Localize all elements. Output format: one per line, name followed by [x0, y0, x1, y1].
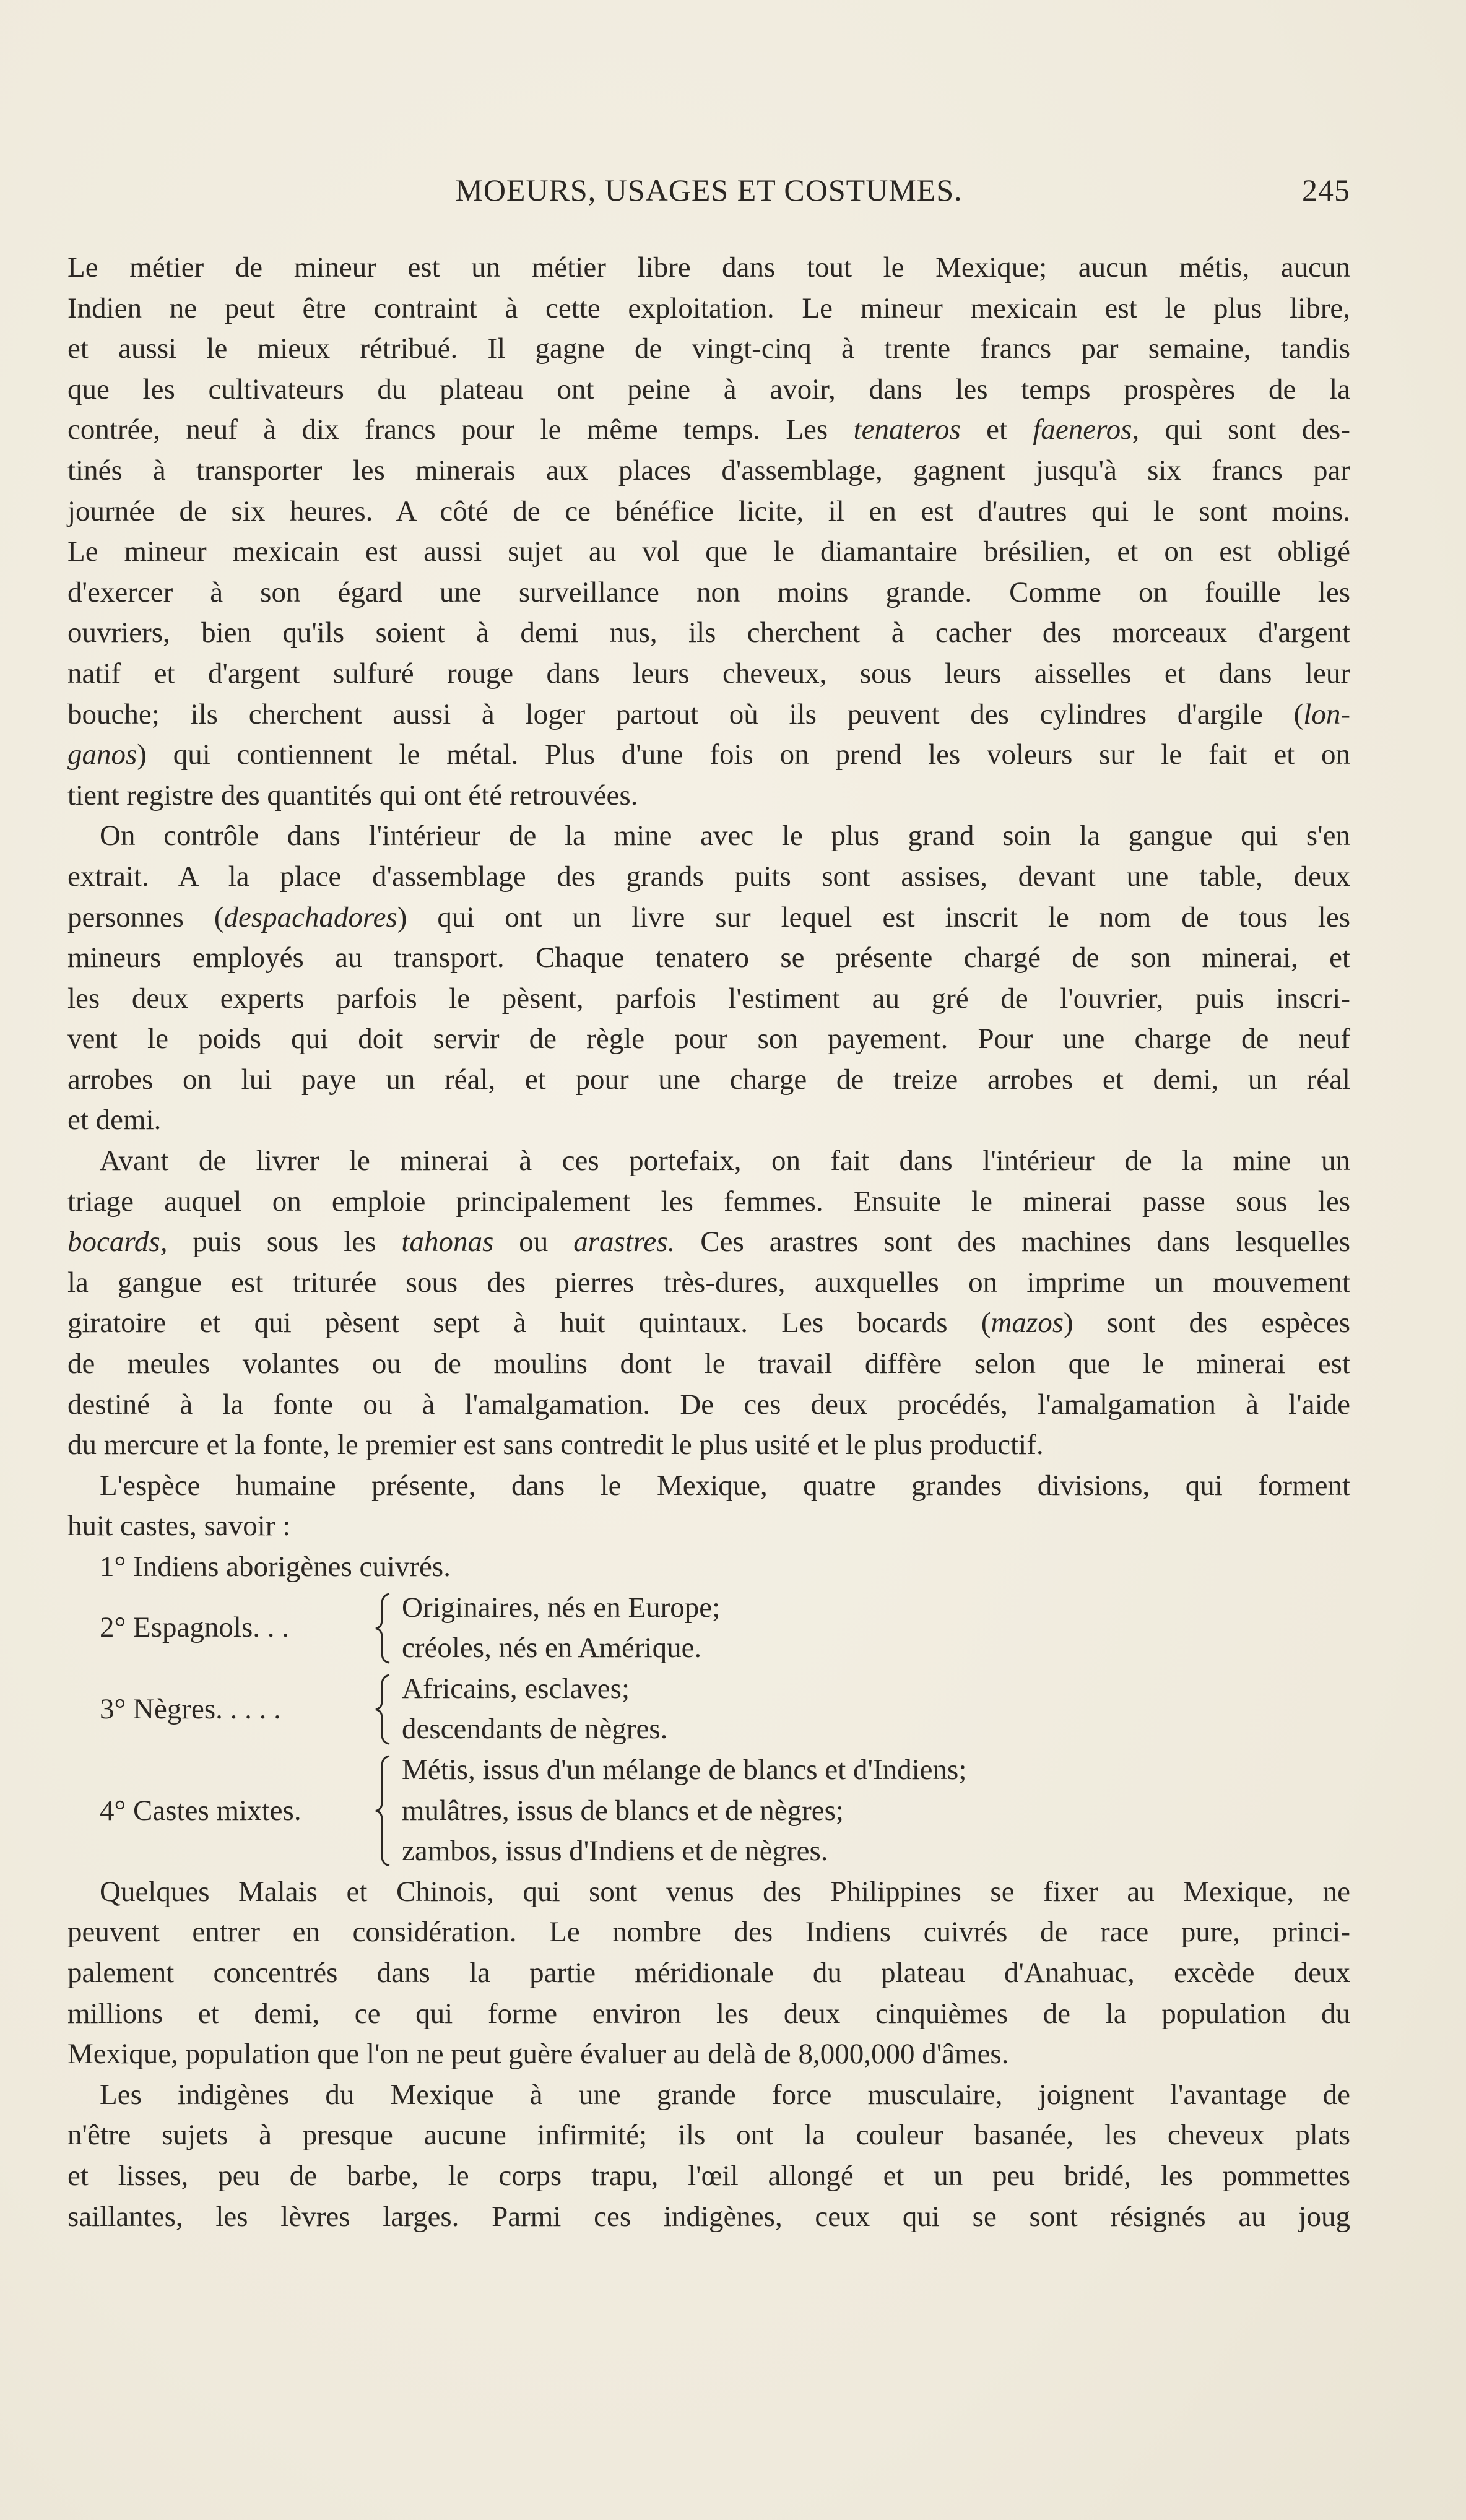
italic-term: arastres. — [573, 1226, 675, 1258]
text-line — [67, 1506, 1350, 1547]
italic-term: bocards, — [67, 1226, 168, 1258]
caste-subitem: mulâtres, issus de blancs et de nègres; — [402, 1794, 844, 1827]
text-line — [67, 857, 1350, 898]
text-run: ou — [493, 1226, 574, 1258]
text-run: n'être sujets à presque aucune infirmité; ils ont la couleur basanée, les cheveux plats — [67, 2119, 1350, 2152]
text-line — [67, 1994, 1350, 2035]
text-line — [67, 613, 1350, 654]
text-run: tinés à transporter les minerais aux places d'assemblage, gagnent jusqu'à six francs par — [67, 454, 1350, 487]
caste-group — [67, 1588, 1350, 1669]
text-line — [67, 370, 1350, 410]
italic-term: lon- — [1303, 698, 1350, 730]
text-run: puis sous les — [167, 1226, 402, 1258]
text-line — [67, 2197, 1350, 2238]
text-line — [67, 288, 1350, 329]
text-run: Mexique, population que l'on ne peut guère évaluer au delà de 8,000,000 d'âmes. — [67, 2038, 1009, 2071]
text-run: tient registre des quantités qui ont été retrouvées. — [67, 779, 638, 812]
text-line — [67, 654, 1350, 695]
text-line — [67, 898, 1350, 938]
text-run: Indien ne peut être contraint à cette exploitation. Le mineur mexicain est le plus libre, — [67, 292, 1350, 324]
text-line — [67, 2115, 1350, 2156]
text-run: la gangue est triturée sous des pierres très-dures, auxquelles on imprime un mouvement — [67, 1266, 1350, 1299]
caste-subitem: Originaires, nés en Europe; — [402, 1591, 721, 1624]
text-run: extrait. A la place d'assemblage des grands puits sont assises, devant une table, deux — [67, 860, 1350, 893]
text-run: peuvent entrer en considération. Le nombre des Indiens cuivrés de race pure, princi- — [67, 1916, 1350, 1949]
caste-label: 1° Indiens aborigènes cuivrés. — [100, 1551, 451, 1583]
text-line — [67, 1466, 1350, 1507]
text-run: L'espèce humaine présente, dans le Mexique, quatre grandes divisions, qui forment — [100, 1469, 1350, 1502]
text-run: du mercure et la fonte, le premier est sans contredit le plus usité et le plus productif. — [67, 1429, 1044, 1461]
text-run: Les indigènes du Mexique à une grande force musculaire, joignent l'avantage de — [100, 2078, 1350, 2111]
text-run: d'exercer à son égard une surveillance non moins grande. Comme on fouille les — [67, 576, 1350, 608]
running-title: MOEURS, USAGES ET COSTUMES. — [455, 173, 963, 207]
text-line — [67, 491, 1350, 532]
text-line — [67, 1263, 1350, 1304]
caste-list — [67, 1547, 1350, 1872]
text-line — [67, 1141, 1350, 1182]
text-run: les deux experts parfois le pèsent, parfois l'estiment au gré de l'ouvrier, puis inscri- — [67, 982, 1350, 1015]
text-line — [67, 573, 1350, 613]
italic-term: ganos — [67, 738, 137, 771]
caste-subitem: descendants de nègres. — [402, 1713, 668, 1746]
text-run: vent le poids qui doit servir de règle pour son payement. Pour une charge de neuf — [67, 1023, 1350, 1055]
text-line — [67, 1872, 1350, 1913]
caste-label: 4° Castes mixtes. — [100, 1794, 301, 1827]
text-run: millions et demi, ce qui forme environ les deux cinquièmes de la population du — [67, 1997, 1350, 2030]
caste-subitem: Africains, esclaves; — [402, 1672, 630, 1705]
text-line — [67, 1385, 1350, 1426]
italic-term: faeneros — [1033, 414, 1132, 446]
text-line — [67, 1344, 1350, 1385]
text-run: arrobes on lui paye un réal, et pour une charge de treize arrobes et demi, un réal — [67, 1063, 1350, 1096]
text-run: et aussi le mieux rétribué. Il gagne de vingt-cinq à trente francs par semaine, tandis — [67, 332, 1350, 365]
text-run: personnes ( — [67, 901, 224, 933]
text-run: mineurs employés au transport. Chaque tenatero se présente chargé de son minerai, et — [67, 942, 1350, 974]
text-run: palement concentrés dans la partie méridionale du plateau d'Anahuac, excède deux — [67, 1956, 1350, 1989]
text-run: ) qui contiennent le métal. Plus d'une fois on prend les voleurs sur le fait et on — [137, 738, 1350, 771]
caste-subitem: Métis, issus d'un mélange de blancs et d'Indiens; — [402, 1753, 967, 1786]
text-run: , qui sont des- — [1132, 414, 1351, 446]
page-body — [67, 248, 1350, 2237]
text-run: Quelques Malais et Chinois, qui sont venus des Philippines se fixer au Mexique, ne — [100, 1875, 1350, 1908]
text-line — [67, 1425, 1350, 1466]
text-run: huit castes, savoir : — [67, 1510, 291, 1543]
text-line — [67, 1912, 1350, 1953]
text-line — [67, 1060, 1350, 1101]
running-header — [67, 172, 1350, 215]
text-run: triage auquel on emploie principalement les femmes. Ensuite le minerai passe sous les — [67, 1185, 1350, 1218]
text-run: On contrôle dans l'intérieur de la mine avec le plus grand soin la gangue qui s'en — [100, 820, 1350, 852]
text-run: ) qui ont un livre sur lequel est inscrit le nom de tous les — [397, 901, 1350, 933]
text-run: journée de six heures. A côté de ce bénéfice licite, il en est d'autres qui le sont moins. — [67, 495, 1350, 527]
text-line — [67, 979, 1350, 1020]
caste-subitem: créoles, nés en Amérique. — [402, 1632, 702, 1665]
caste-label: 2° Espagnols. . . — [100, 1611, 290, 1644]
text-line — [67, 329, 1350, 370]
text-run: bouche; ils cherchent aussi à loger partout où ils peuvent des cylindres d'argile ( — [67, 698, 1304, 730]
text-run: Avant de livrer le minerai à ces portefaix, on fait dans l'intérieur de la mine un — [100, 1145, 1350, 1177]
text-line — [67, 1953, 1350, 1994]
brace-icon — [371, 1754, 396, 1868]
text-run: giratoire et qui pèsent sept à huit quintaux. Les bocards ( — [67, 1307, 991, 1340]
text-line — [67, 776, 1350, 816]
caste-group — [67, 1669, 1350, 1750]
caste-subitem: zambos, issus d'Indiens et de nègres. — [402, 1835, 828, 1868]
italic-term: tenateros — [853, 414, 961, 446]
text-run: et — [960, 414, 1033, 446]
text-line — [67, 1100, 1350, 1141]
text-line — [67, 2075, 1350, 2116]
text-run: et demi. — [67, 1104, 162, 1137]
text-line — [67, 1303, 1350, 1344]
italic-term: mazos — [991, 1307, 1064, 1340]
text-line — [67, 2156, 1350, 2197]
caste-group — [67, 1750, 1350, 1872]
brace-icon — [371, 1591, 396, 1665]
caste-item-indiens — [67, 1547, 1350, 1588]
italic-term: despachadores — [223, 901, 397, 933]
text-block-population — [67, 1872, 1350, 2237]
caste-label: 3° Nègres. . . . . — [100, 1692, 281, 1725]
text-line — [67, 695, 1350, 735]
text-run: Ces arastres sont des machines dans lesquelles — [675, 1226, 1350, 1258]
text-line — [67, 735, 1350, 776]
text-run: contrée, neuf à dix francs pour le même temps. Les — [67, 414, 854, 446]
brace-icon — [371, 1673, 396, 1746]
text-run: Le mineur mexicain est aussi sujet au vol que le diamantaire brésilien, et on est obligé — [67, 535, 1350, 568]
text-line — [67, 1222, 1350, 1263]
text-line — [67, 1182, 1350, 1223]
text-run: de meules volantes ou de moulins dont le travail diffère selon que le minerai est — [67, 1348, 1350, 1380]
text-block-mining — [67, 248, 1350, 1547]
text-run: ouvriers, bien qu'ils soient à demi nus, ils cherchent à cacher des morceaux d'argent — [67, 617, 1350, 649]
text-run: natif et d'argent sulfuré rouge dans leurs cheveux, sous leurs aisselles et dans leur — [67, 657, 1350, 690]
text-line — [67, 938, 1350, 979]
text-line — [67, 451, 1350, 491]
text-run: que les cultivateurs du plateau ont peine à avoir, dans les temps prospères de la — [67, 373, 1350, 405]
text-run: destiné à la fonte ou à l'amalgamation. De ces deux procédés, l'amalgamation à l'aide — [67, 1388, 1350, 1421]
text-line — [67, 248, 1350, 288]
text-line — [67, 1019, 1350, 1060]
text-line — [67, 2034, 1350, 2075]
text-line — [67, 816, 1350, 857]
text-line — [67, 410, 1350, 451]
text-run: ) sont des espèces — [1064, 1307, 1350, 1340]
italic-term: tahonas — [401, 1226, 494, 1258]
text-run: et lisses, peu de barbe, le corps trapu, l'œil allongé et un peu bridé, les pommettes — [67, 2159, 1350, 2192]
page-number: 245 — [1302, 173, 1350, 207]
caste-groups — [67, 1588, 1350, 1872]
text-run: saillantes, les lèvres larges. Parmi ces indigènes, ceux qui se sont résignés au joug — [67, 2200, 1350, 2233]
text-run: Le métier de mineur est un métier libre dans tout le Mexique; aucun métis, aucun — [67, 251, 1350, 284]
text-line — [67, 532, 1350, 573]
